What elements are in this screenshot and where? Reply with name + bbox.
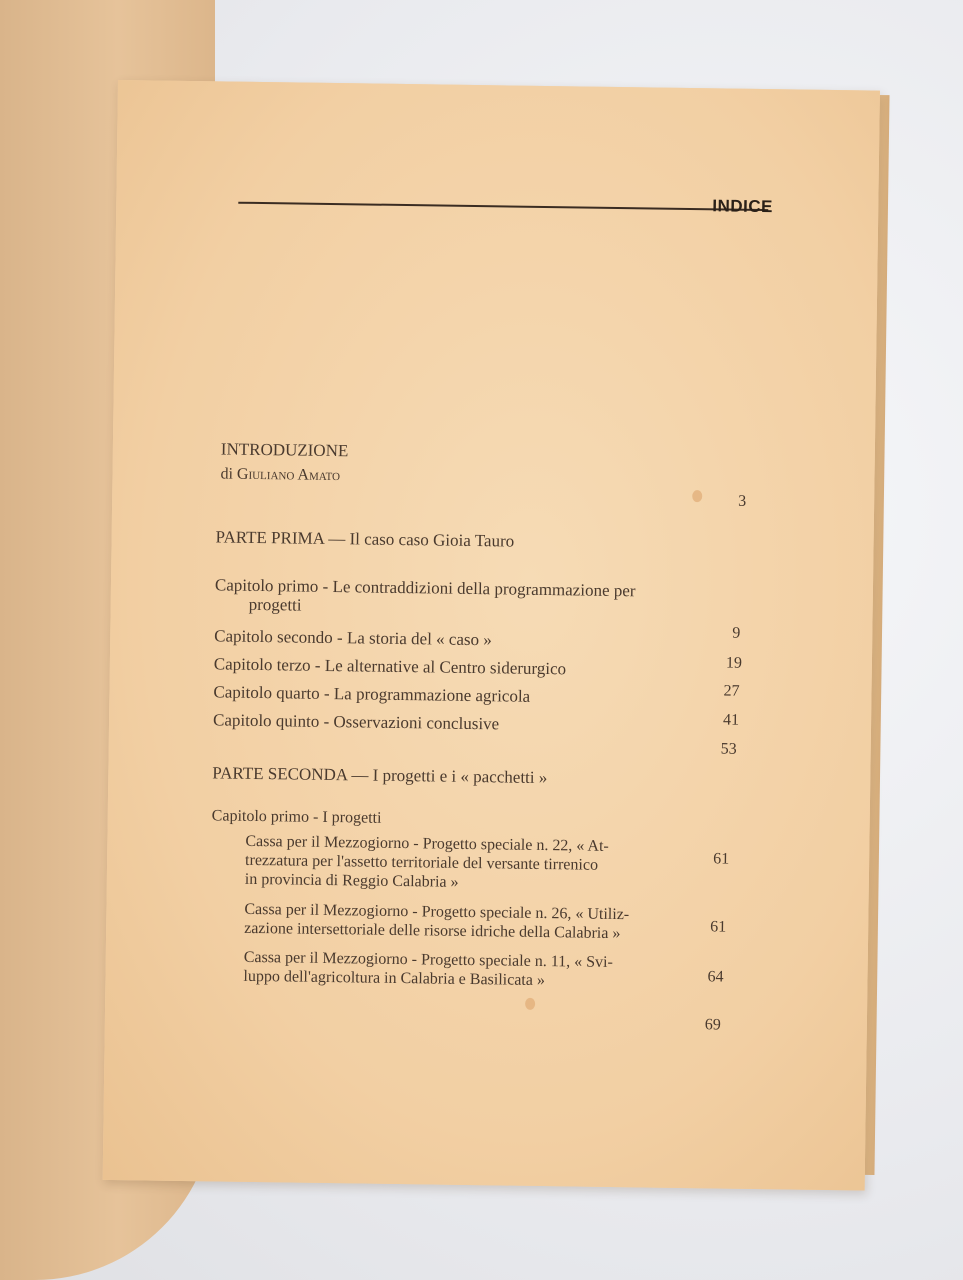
part1-chapter2: Capitolo secondo - La storia del « caso » — [214, 626, 492, 650]
part1-chapter1-line2: progetti — [248, 594, 302, 615]
part2-entry2-line2: zazione intersettoriale delle risorse idriche della Calabria » — [244, 919, 621, 943]
part1-chapter3-page: 27 — [723, 682, 740, 700]
intro-author-prefix: di — [220, 465, 234, 483]
part1-chapter5-page: 53 — [720, 740, 737, 758]
paper-stain — [525, 998, 535, 1010]
part2-title: PARTE SECONDA — I progetti e i « pacchetti » — [212, 763, 548, 788]
part2-entry3-line2: luppo dell'agricoltura in Calabria e Basilicata » — [243, 967, 546, 990]
intro-title: INTRODUZIONE — [220, 439, 349, 461]
header-rule — [238, 202, 768, 211]
index-page — [103, 80, 880, 1191]
part2-chapter1: Capitolo primo - I progetti — [211, 807, 382, 827]
part1-title: PARTE PRIMA — Il caso caso Gioia Tauro — [215, 527, 515, 551]
part2-entry3-page: 69 — [704, 1016, 721, 1034]
intro-page-number: 3 — [738, 492, 747, 510]
part2-entry1-line3: in provincia di Reggio Calabria » — [244, 870, 459, 891]
part1-chapter5: Capitolo quinto - Osservazioni conclusive — [212, 710, 500, 734]
part1-chapter3: Capitolo terzo - Le alternative al Centro siderurgico — [213, 654, 567, 679]
part2-entry2-page: 64 — [707, 968, 724, 986]
part1-chapter1-page: 9 — [732, 624, 741, 642]
paper-stain — [692, 490, 702, 502]
part2-entry1-line2: trezzatura per l'assetto territoriale del versante tirrenico — [244, 851, 599, 874]
page-title: INDICE — [712, 196, 774, 217]
part2-entry1-page: 61 — [710, 918, 727, 936]
part1-chapter2-page: 19 — [725, 654, 743, 672]
part2-entry2-line1: Cassa per il Mezzogiorno - Progetto speciale n. 26, « Utiliz- — [244, 900, 630, 924]
intro-author: Giuliano Amato — [236, 465, 341, 485]
part2-entry1-line1: Cassa per il Mezzogiorno - Progetto speciale n. 22, « At- — [245, 832, 609, 855]
part2-chapter1-page: 61 — [713, 850, 730, 868]
part1-chapter4-page: 41 — [723, 711, 740, 729]
intro-author-line — [220, 465, 340, 485]
part2-entry3-line1: Cassa per il Mezzogiorno - Progetto speciale n. 11, « Svi- — [243, 948, 613, 971]
part1-chapter4: Capitolo quarto - La programmazione agricola — [213, 682, 531, 706]
part1-chapter1-line1: Capitolo primo - Le contraddizioni della programmazione per — [214, 575, 636, 601]
